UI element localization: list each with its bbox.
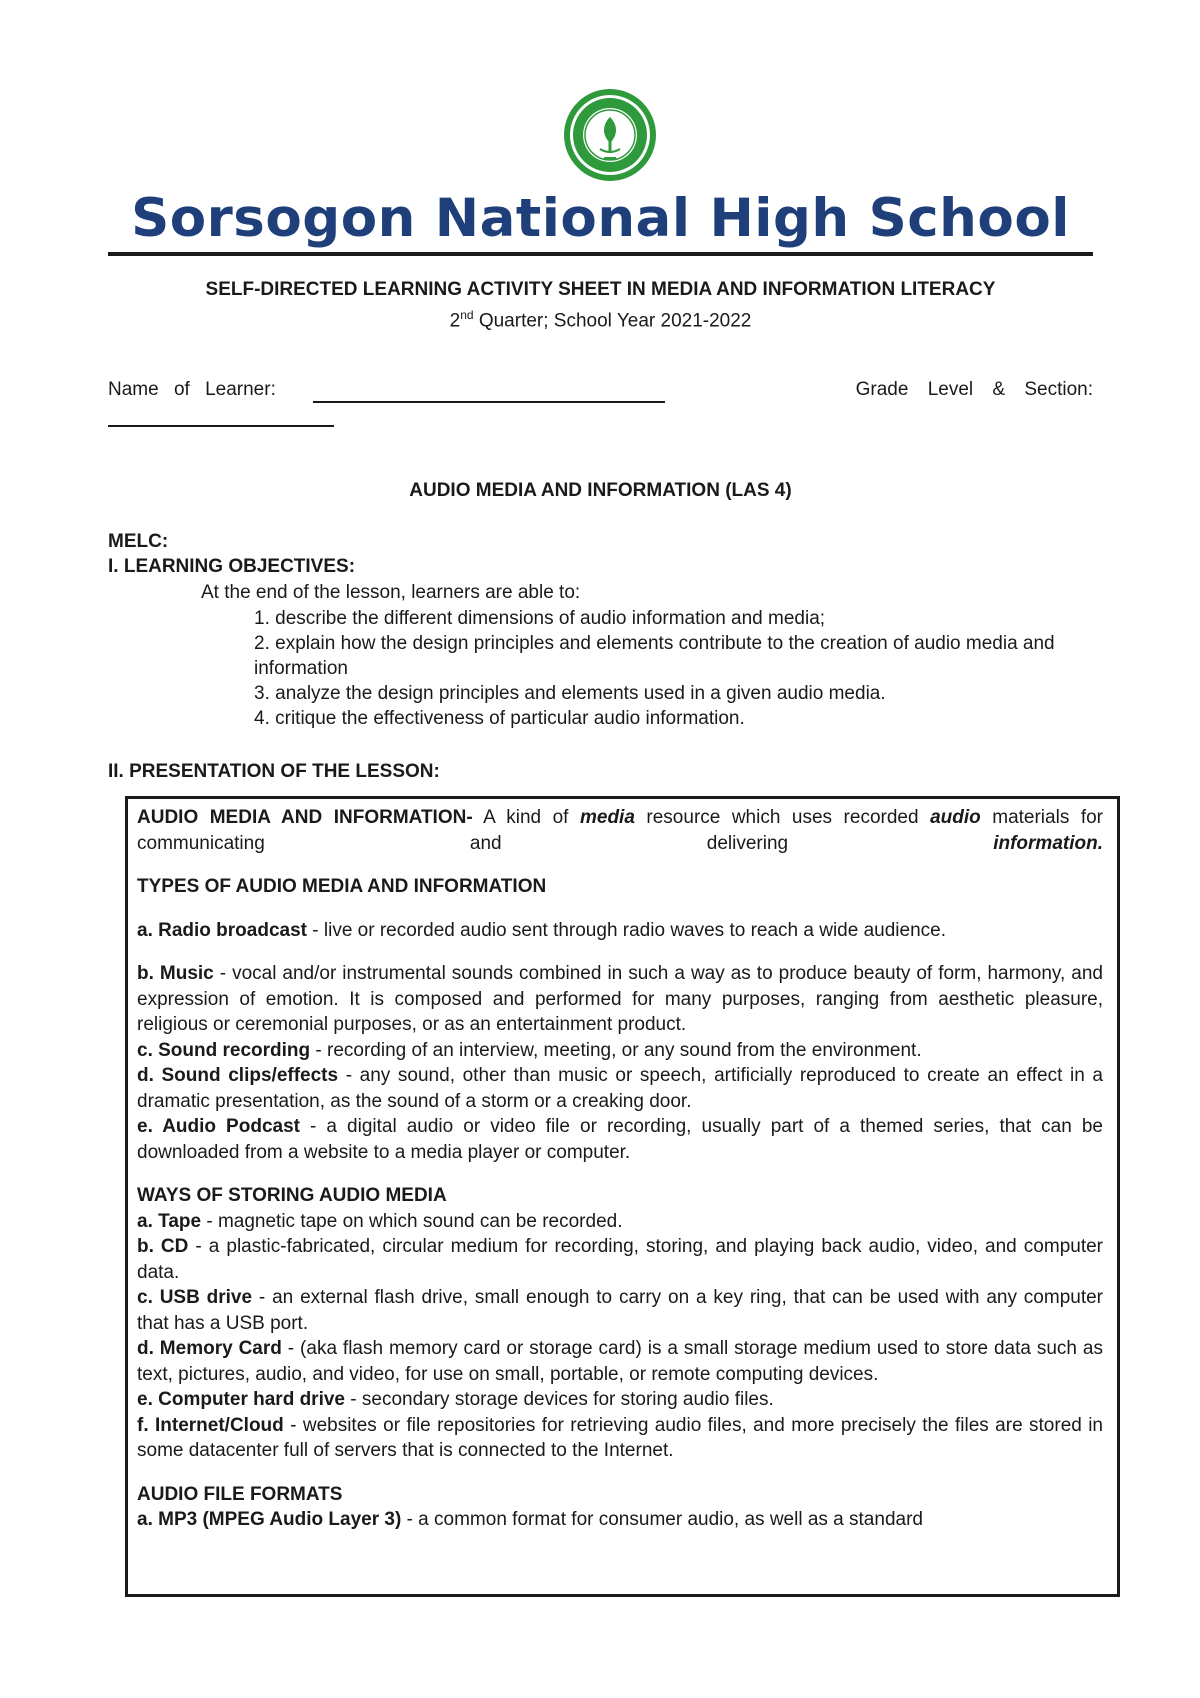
definition-emphasis-audio: audio: [930, 807, 981, 828]
definition-text: A kind of: [472, 807, 580, 828]
storing-heading: WAYS OF STORING AUDIO MEDIA: [137, 1185, 447, 1206]
storing-desc: - an external flash drive, small enough to carry on a key ring, that can be used with any computer that has a USB port.: [137, 1287, 1103, 1334]
storing-desc: - (aka flash memory card or storage card) is a small storage medium used to store data such as text, pictures, audio, and video, for use on small, portable, or remote computing devices.: [137, 1338, 1103, 1385]
formats-heading: AUDIO FILE FORMATS: [137, 1483, 343, 1505]
quarter-text: Quarter; School Year 2021-2022: [473, 310, 752, 332]
type-desc: - a digital audio or video file or recording, usually part of a themed series, that can be downloaded from a website to a media player or computer.: [137, 1116, 1103, 1163]
storing-term: d. Memory Card: [137, 1338, 282, 1359]
type-desc: - vocal and/or instrumental sounds combined in such a way as to produce beauty of form, harmony, and expression of emotion. It is composed and performed for many purposes, ranging from aesthetic pleasure, religious or ceremonial purposes, or as an entertainment product.: [137, 963, 1103, 1035]
format-item: [137, 1507, 1103, 1533]
format-desc: - a common format for consumer audio, as well as a standard: [401, 1509, 923, 1530]
storing-item: [137, 1336, 1103, 1387]
storing-term: f. Internet/Cloud: [137, 1414, 284, 1436]
storing-item: [137, 1413, 1103, 1464]
objective-item: 3. analyze the design principles and elements used in a given audio media.: [254, 683, 886, 704]
storing-term: c. USB drive: [137, 1287, 253, 1308]
types-heading: TYPES OF AUDIO MEDIA AND INFORMATION: [137, 876, 547, 897]
type-item: [137, 1114, 1103, 1165]
name-of-learner-label: Name of Learner:: [108, 379, 276, 400]
sheet-title: SELF-DIRECTED LEARNING ACTIVITY SHEET IN MEDIA AND INFORMATION LITERACY: [205, 279, 996, 300]
presentation-heading: II. PRESENTATION OF THE LESSON:: [108, 761, 440, 782]
type-term: e. Audio Podcast: [137, 1116, 300, 1137]
type-desc: - any sound, other than music or speech, artificially reproduced to create an effect in a dramatic presentation, as the sound of a storm or a creaking door.: [137, 1065, 1104, 1112]
definition-paragraph: [137, 805, 1103, 856]
objectives-list: [254, 606, 1096, 731]
storing-term: b. CD: [137, 1236, 189, 1257]
type-term: a. Radio broadcast: [137, 919, 307, 941]
name-of-learner-field[interactable]: [313, 401, 665, 403]
storing-item: [137, 1387, 1103, 1413]
storing-desc: - a plastic-fabricated, circular medium for recording, storing, and playing back audio, video, and computer data.: [137, 1236, 1103, 1283]
grade-level-section-label: Grade Level & Section:: [855, 379, 1093, 400]
type-desc: - live or recorded audio sent through radio waves to reach a wide audience.: [307, 919, 946, 941]
storing-term: e. Computer hard drive: [137, 1389, 345, 1410]
quarter-suffix: nd: [460, 308, 474, 322]
grade-level-section-field[interactable]: [108, 425, 334, 427]
definition-term: AUDIO MEDIA AND INFORMATION-: [137, 807, 473, 828]
storing-desc: - magnetic tape on which sound can be recorded.: [201, 1210, 623, 1232]
quarter-number: 2: [449, 310, 461, 332]
storing-desc: - secondary storage devices for storing audio files.: [345, 1389, 774, 1410]
objective-item: 4. critique the effectiveness of particular audio information.: [254, 708, 745, 729]
storing-item: [137, 1209, 1103, 1235]
type-term: d. Sound clips/effects: [137, 1065, 339, 1086]
definition-text: materials for communicating and delivering: [137, 807, 1103, 854]
definition-emphasis-media: media: [579, 807, 635, 828]
lesson-content-box: [125, 796, 1120, 1597]
melc-label: MELC:: [108, 531, 169, 552]
type-item: [137, 1063, 1103, 1114]
quarter-line: [108, 302, 1093, 334]
objective-item: 1. describe the different dimensions of audio information and media;: [254, 608, 826, 629]
las-title: AUDIO MEDIA AND INFORMATION (LAS 4): [409, 480, 792, 501]
header-divider: [108, 252, 1093, 256]
objectives-intro: At the end of the lesson, learners are able to:: [201, 582, 581, 603]
storing-item: [137, 1234, 1103, 1285]
school-seal-icon: [562, 87, 658, 183]
type-term: b. Music: [137, 963, 214, 984]
type-item: [137, 918, 1103, 944]
storing-item: [137, 1285, 1103, 1336]
type-desc: - recording of an interview, meeting, or any sound from the environment.: [310, 1039, 922, 1061]
definition-emphasis-information: information.: [993, 832, 1103, 854]
definition-text: resource which uses recorded: [634, 807, 931, 828]
school-name: Sorsogon National High School: [131, 188, 1070, 249]
type-term: c. Sound recording: [137, 1039, 311, 1061]
storing-desc: - websites or file repositories for retrieving audio files, and more precisely the files are stored in some datacenter full of servers that is connected to the Internet.: [137, 1414, 1104, 1461]
objective-item: 2. explain how the design principles and elements contribute to the creation of audio media and information: [254, 633, 1055, 679]
storing-term: a. Tape: [137, 1210, 202, 1232]
objectives-heading: I. LEARNING OBJECTIVES:: [108, 556, 356, 577]
type-item: [137, 961, 1103, 1038]
type-item: [137, 1038, 1103, 1064]
format-term: a. MP3 (MPEG Audio Layer 3): [137, 1509, 402, 1530]
